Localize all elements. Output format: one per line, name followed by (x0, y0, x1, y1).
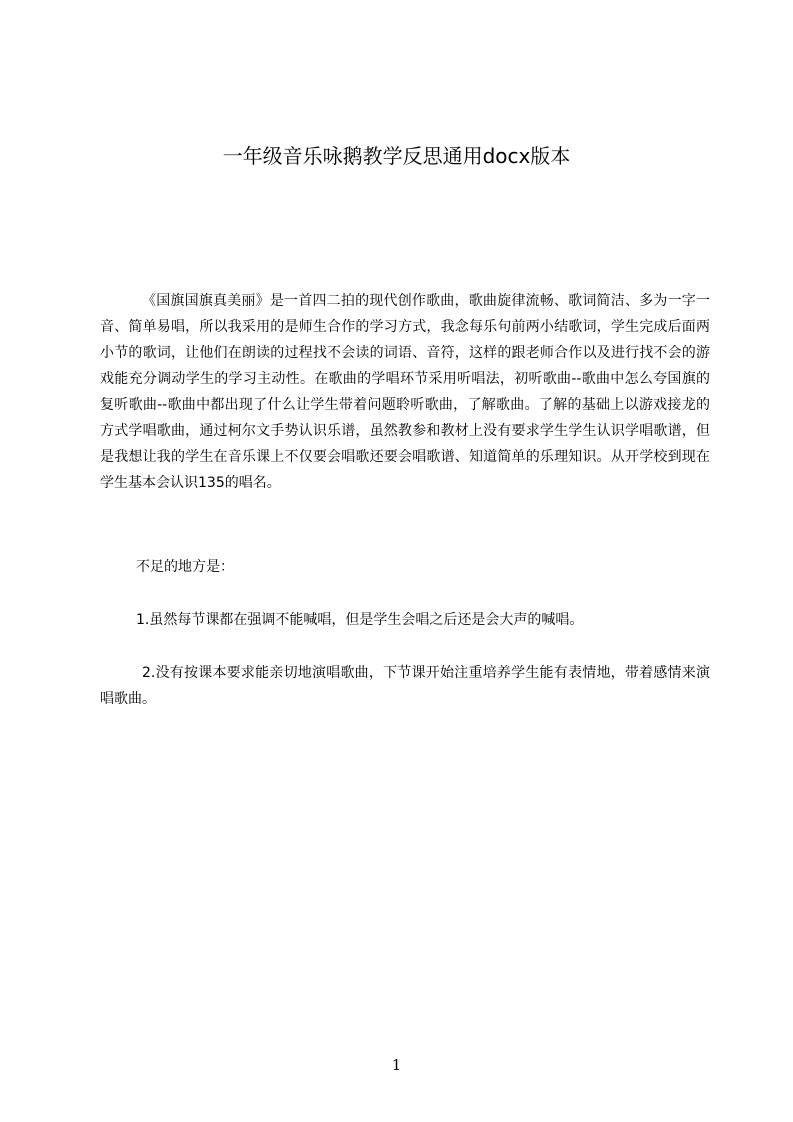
document-title: 一年级音乐咏鹅教学反思通用docx版本 (222, 144, 571, 168)
paragraph-item-2: 2.没有按课本要求能亲切地演唱歌曲，下节课开始注重培养学生能有表情地，带着感情来演唱歌曲。 (100, 665, 710, 707)
paragraph-item-1: 1.虽然每节课都在强调不能喊唱，但是学生会唱之后还是会大声的喊唱。 (136, 612, 584, 628)
page-number: 1 (391, 1056, 402, 1074)
paragraph-shortcomings-heading: 不足的地方是： (136, 559, 234, 575)
paragraph-main: 《国旗国旗真美丽》是一首四二拍的现代创作歌曲，歌曲旋律流畅、歌词简洁、多为一字一音、简单易唱，所以我采用的是师生合作的学习方式，我念每乐句前两小结歌词，学生完成后面两小节的歌词，让他们在朗读的过程找不会读的词语、音符，这样的跟老师合作以及进行找不会的游戏能充分调动学生的学习主动性。在歌曲的学唱环节采用听唱法，初听歌曲--歌曲中怎么夸国旗的复听歌曲--歌曲中都出现了什么让学生带着问题聆听歌曲，了解歌曲。了解的基础上以游戏接龙的方式学唱歌曲，通过柯尔文手势认识乐谱，虽然教参和教材上没有要求学生学生认识学唱歌谱，但是我想让我的学生在音乐课上不仅要会唱歌还要会唱歌谱、知道简单的乐理知识。从开学校到现在学生基本会认识135的唱名。 (100, 293, 710, 491)
